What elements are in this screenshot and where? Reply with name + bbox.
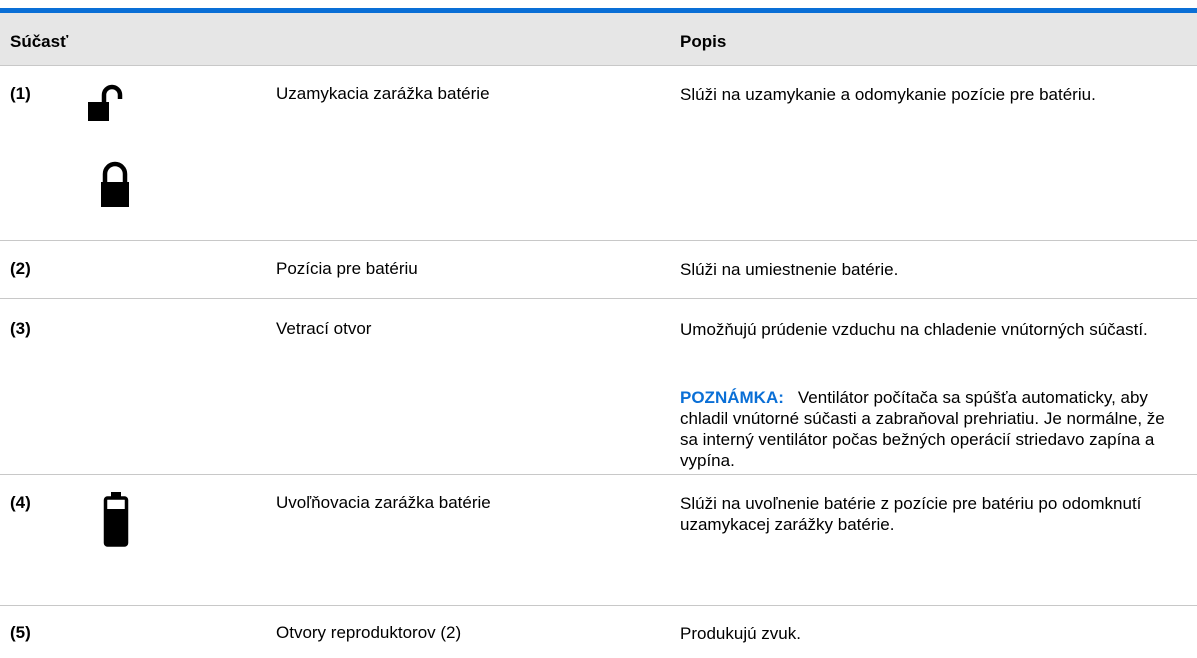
table-row xyxy=(0,66,1197,241)
header-description: Popis xyxy=(680,32,727,51)
row-number: (3) xyxy=(10,319,31,338)
row-number: (2) xyxy=(10,259,31,278)
row-description: Produkujú zvuk. xyxy=(680,624,801,643)
note-text: Ventilátor počítača sa spúšťa automaticky, aby chladil vnútorné súčasti a zabraňoval prehriatiu. Je normálne, že sa interný ventilátor počas bežných operácií striedavo zapína a vypína. xyxy=(680,388,1165,470)
note-label: POZNÁMKA: xyxy=(680,388,784,407)
row-description: Slúži na umiestnenie batérie. xyxy=(680,260,899,279)
table-header xyxy=(0,13,1197,66)
row-name: Uzamykacia zarážka batérie xyxy=(276,84,490,103)
row-number: (1) xyxy=(10,84,31,103)
row-description: Slúži na uzamykanie a odomykanie pozície pre batériu. xyxy=(680,85,1096,104)
header-component: Súčasť xyxy=(10,32,69,51)
row-number: (4) xyxy=(10,493,31,512)
row-description: Slúži na uvoľnenie batérie z pozície pre batériu po odomknutí uzamykacej zarážky batérie. xyxy=(680,494,1142,534)
row-name: Otvory reproduktorov (2) xyxy=(276,623,462,642)
unlocked-padlock-icon xyxy=(85,84,125,124)
row-name: Vetrací otvor xyxy=(276,319,372,338)
row-note xyxy=(680,387,1185,471)
row-number: (5) xyxy=(10,623,31,642)
row-description: Umožňujú prúdenie vzduchu na chladenie vnútorných súčastí. xyxy=(680,320,1148,339)
row-name: Uvoľňovacia zarážka batérie xyxy=(276,493,491,512)
table-row xyxy=(0,475,1197,606)
battery-icon xyxy=(103,491,129,547)
row-name: Pozícia pre batériu xyxy=(276,259,418,278)
locked-padlock-icon xyxy=(95,160,135,210)
table-row xyxy=(0,299,1197,475)
table-row xyxy=(0,606,1197,657)
table-row xyxy=(0,241,1197,299)
